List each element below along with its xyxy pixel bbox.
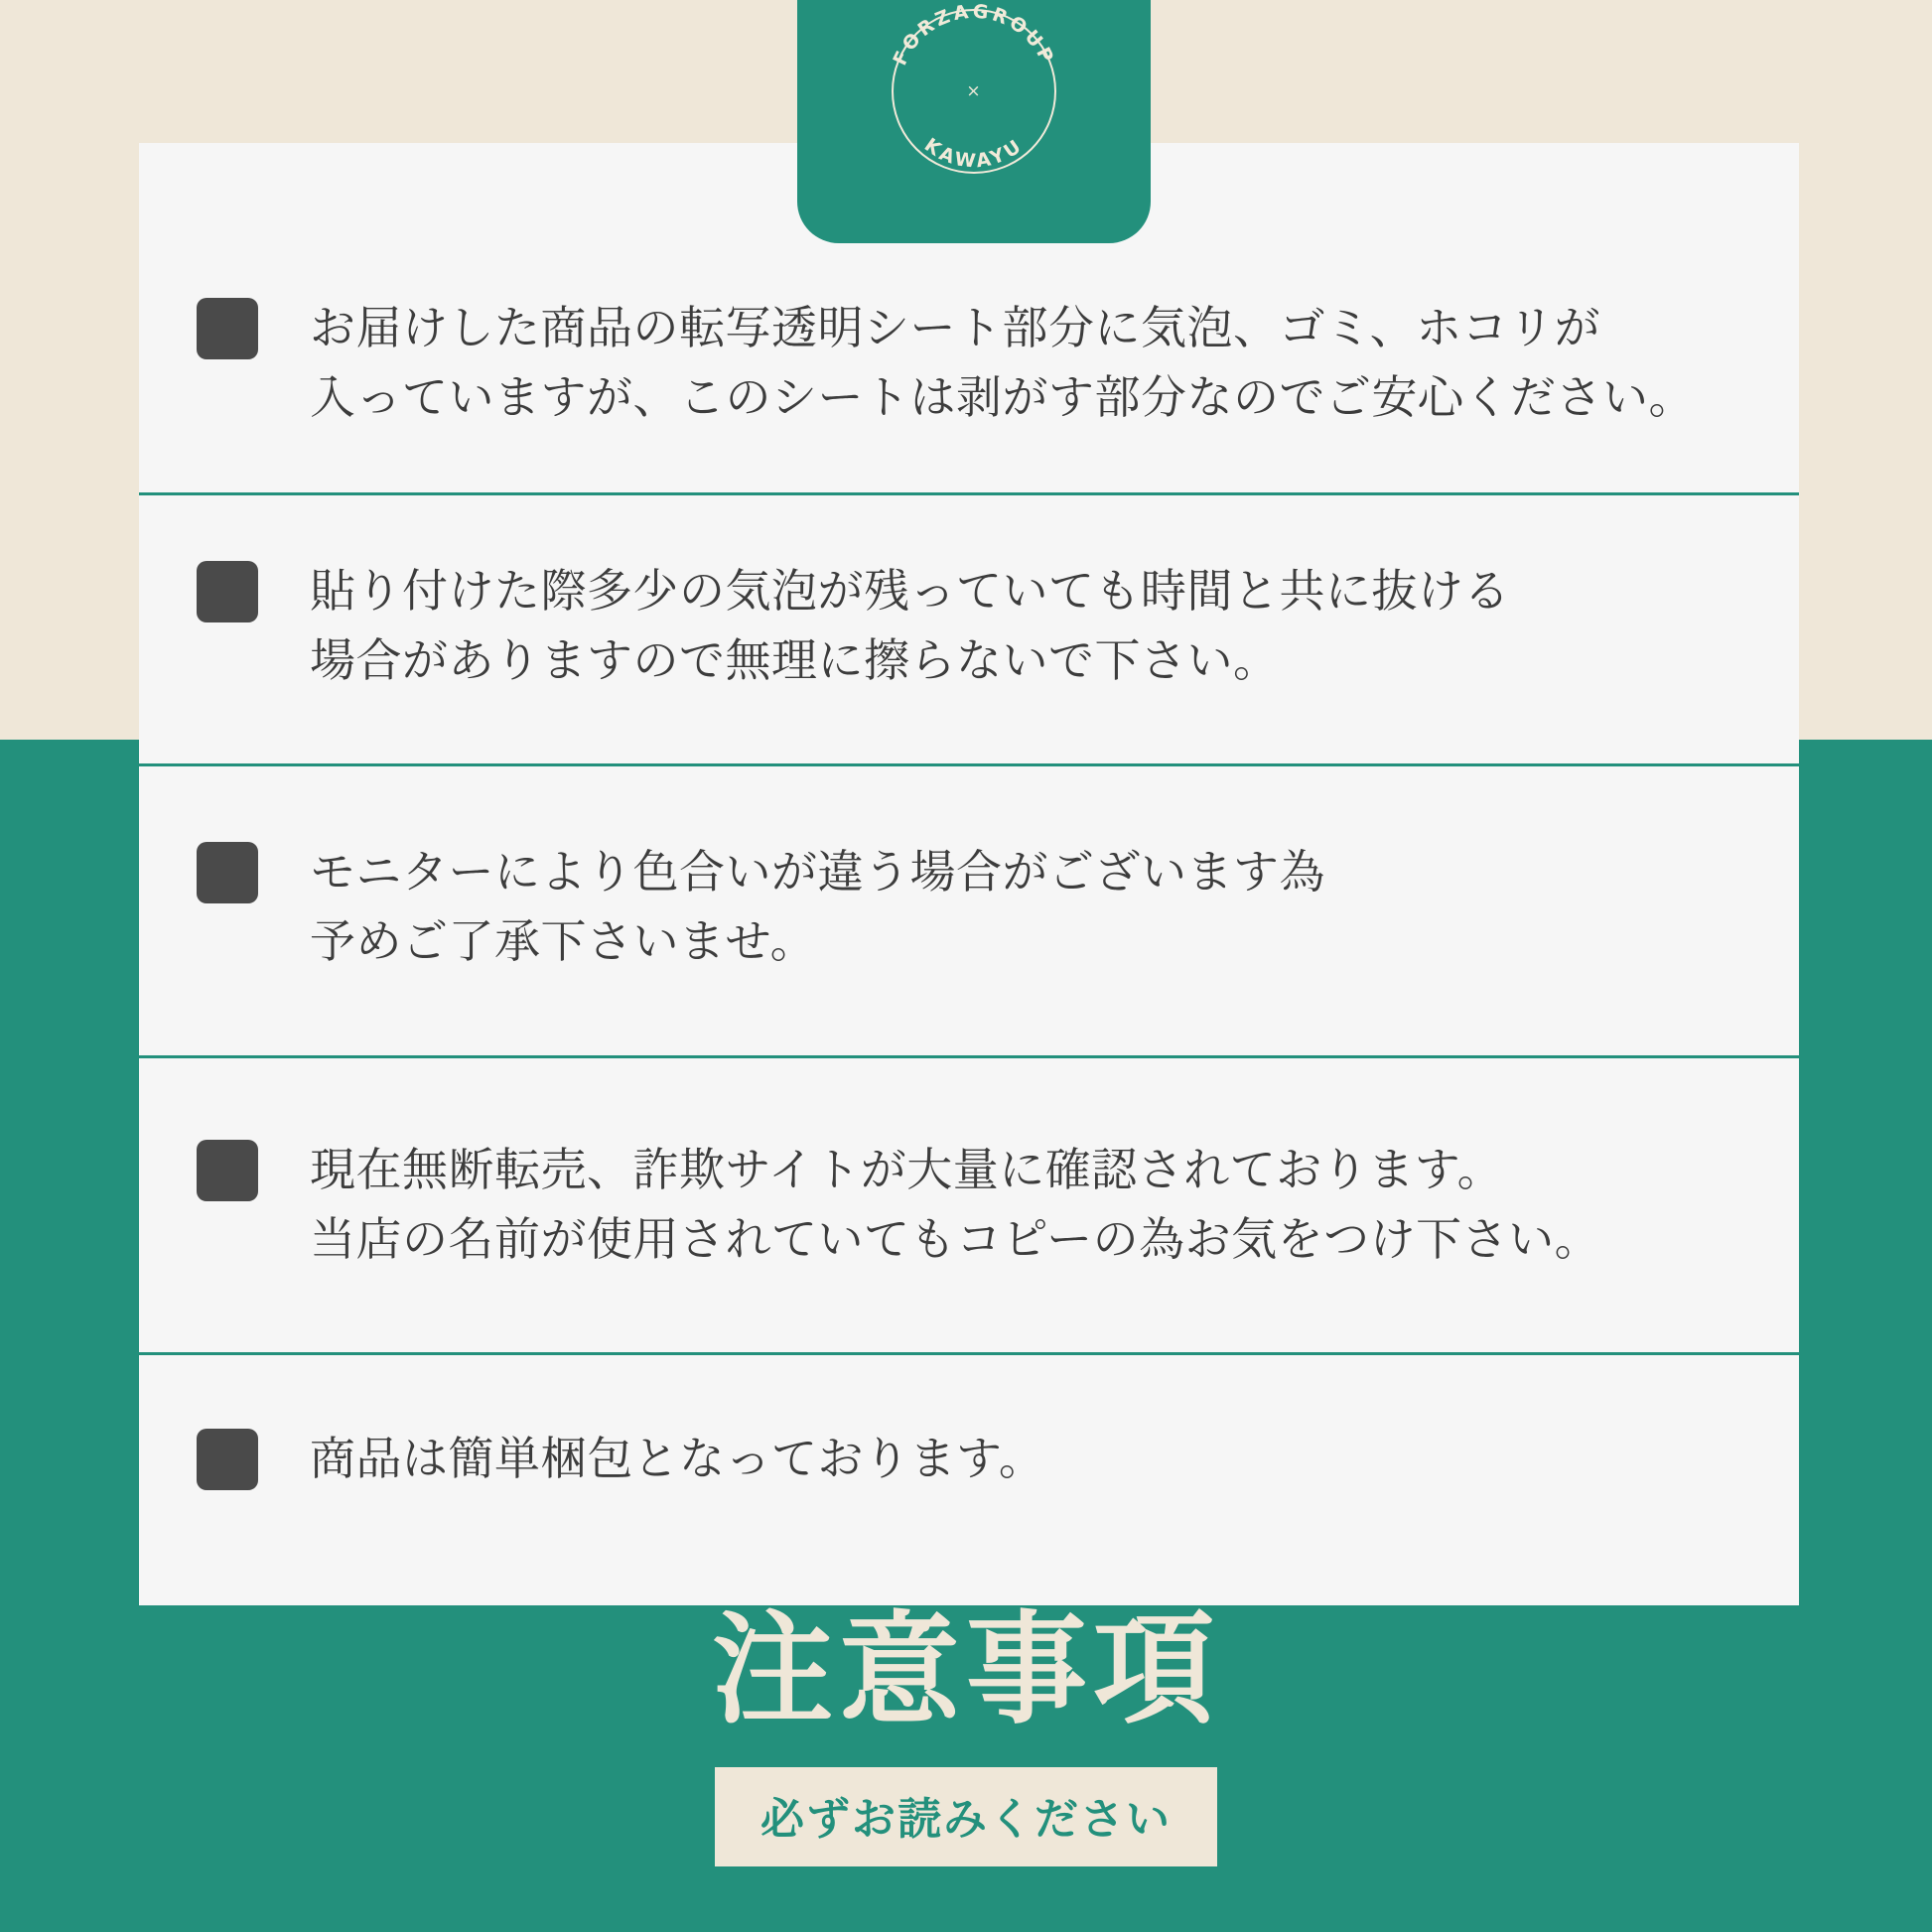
note-text [310,1136,1630,1275]
square-bullet-icon [197,298,258,359]
logo-bottom-text: KAWAYU [919,134,1029,173]
square-bullet-icon [197,1140,258,1201]
note-text [310,838,1355,977]
footer-section [0,1600,1932,1866]
square-bullet-icon [197,842,258,903]
note-row [139,763,1799,1056]
note-text [310,1425,1074,1494]
notes-card [139,143,1799,1605]
page-title: 注意事項 [712,1599,1220,1740]
note-row [139,1055,1799,1352]
note-line: 貼り付けた際多少の気泡が残っていても時間と共に抜ける [310,563,1510,618]
svg-text:FORZAGROUP [889,1,1058,69]
note-line: 入っていますが、このシートは剥がす部分なのでご安心ください。 [310,369,1695,424]
square-bullet-icon [197,1429,258,1490]
read-notice-badge: 必ずお読みください [715,1767,1217,1866]
note-line: 現在無断転売、詐欺サイトが大量に確認されております。 [310,1143,1504,1197]
note-line: 予めご了承下さいませ。 [310,913,817,968]
note-line: モニターにより色合いが違う場合がございます為 [310,844,1325,898]
logo-mark [865,0,1083,201]
note-row [139,1352,1799,1605]
brand-logo-badge [797,0,1151,243]
logo-separator: × [966,81,982,101]
note-line: 商品は簡単梱包となっております。 [310,1432,1045,1486]
logo-top-text: FORZAGROUP [889,0,1059,69]
svg-text:KAWAYU [920,134,1028,173]
note-line: お届けした商品の転写透明シート部分に気泡、ゴミ、ホコリが [310,301,1601,354]
note-row [139,492,1799,763]
square-bullet-icon [197,561,258,622]
note-line: 場合がありますので無理に擦らないで下さい。 [310,632,1280,687]
note-text [310,294,1725,433]
note-text [310,557,1540,696]
note-line: 当店の名前が使用されていてもコピーの為お気をつけ下さい。 [310,1212,1601,1267]
